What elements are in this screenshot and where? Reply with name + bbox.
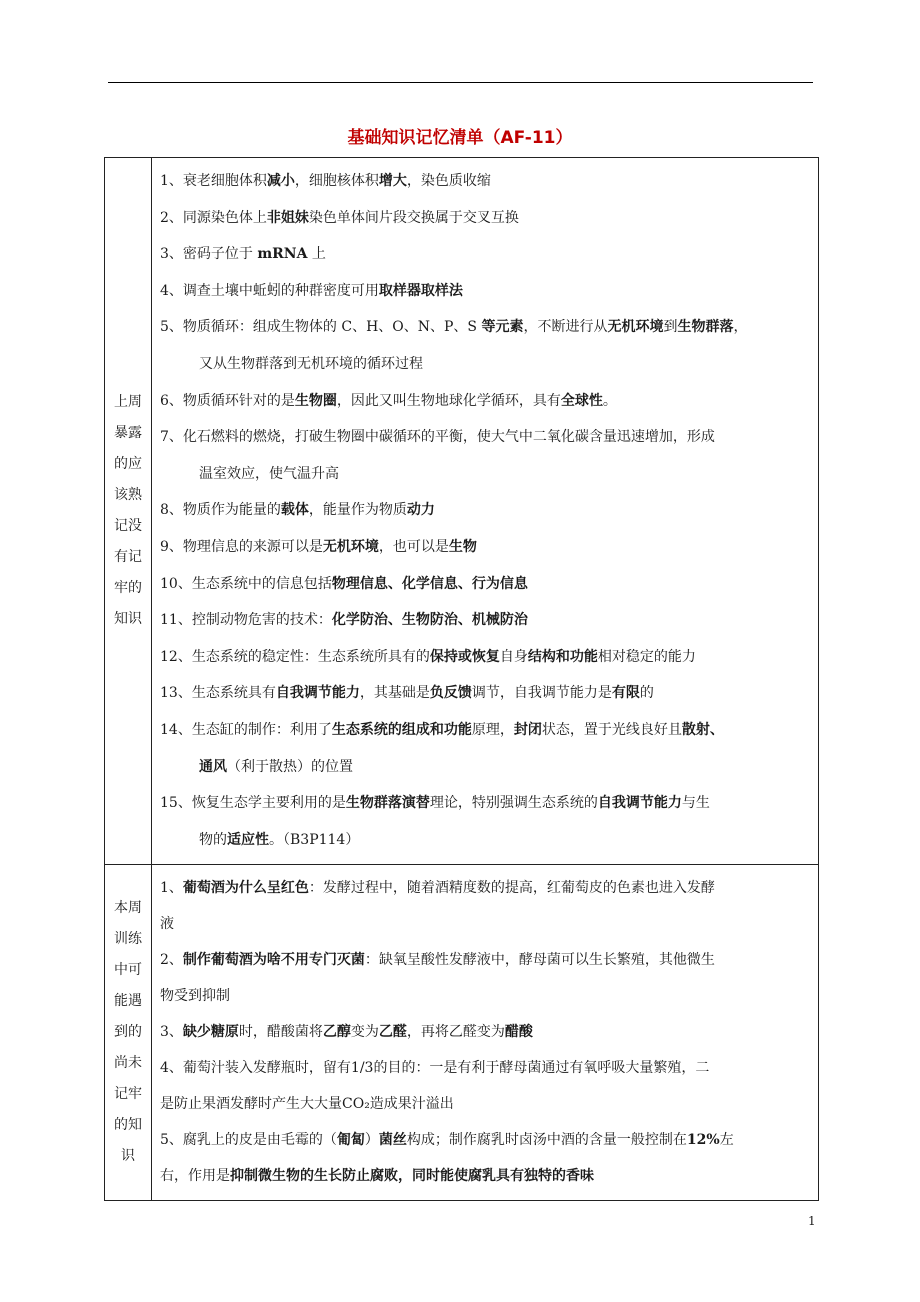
text-run: ，染色质收缩 — [406, 173, 491, 189]
bold-term: 缺少糖原 — [182, 1024, 239, 1041]
text-run: 。（B3P114） — [269, 831, 360, 848]
list-item — [160, 200, 810, 237]
text-run: ，能量作为物质 — [308, 502, 407, 519]
section-this-week — [105, 865, 819, 1201]
text-run: 上 — [307, 246, 326, 263]
text-run: 12、生态系统的稳定性：生态系统所具有的 — [160, 648, 430, 665]
list-item — [160, 529, 810, 566]
bold-term: 生物圈 — [294, 392, 337, 409]
list-item — [160, 675, 810, 712]
text-run: 4、调查土壤中蚯蚓的种群密度可用 — [160, 282, 379, 299]
list-item — [160, 870, 810, 906]
bold-term: 自我调节能力 — [275, 685, 360, 702]
text-run: ：发酵过程中，随着酒精度数的提高，红葡萄皮的色素也进入发酵 — [308, 880, 715, 897]
bold-term: 无机环境 — [322, 538, 379, 555]
text-run: 调节，自我调节能力是 — [471, 685, 612, 702]
bold-term: 生物群落演替 — [345, 795, 430, 812]
bold-term: 通风 — [199, 758, 227, 775]
text-run: 2、同源染色体上 — [160, 209, 267, 226]
bold-term: 无机环境 — [607, 319, 664, 336]
bold-term: 乙醛 — [378, 1024, 407, 1041]
text-run: 3、 — [160, 1024, 183, 1041]
text-run: 与生 — [681, 795, 710, 812]
text-run: 变为 — [350, 1024, 379, 1041]
text-run: ，也可以是 — [378, 538, 449, 555]
text-run: 10、生态系统中的信息包括 — [160, 575, 332, 592]
text-run: 6、物质循环针对的是 — [160, 392, 295, 409]
list-item — [160, 566, 810, 603]
header-rule — [108, 82, 813, 83]
list-item — [160, 419, 810, 456]
text-run: ，再将乙醛变为 — [406, 1024, 505, 1041]
text-run: 。 — [602, 392, 617, 409]
list-item — [160, 1086, 810, 1122]
bold-term: 载体 — [280, 502, 309, 519]
text-run: ，细胞核体积 — [294, 173, 379, 189]
list-item — [160, 942, 810, 978]
bold-term: 自我调节能力 — [597, 795, 682, 812]
text-run: 的 — [639, 685, 654, 702]
text-run: 13、生态系统具有 — [160, 685, 276, 702]
text-run: 原理， — [471, 721, 514, 738]
list-item — [160, 346, 810, 383]
text-run: 左 — [719, 1132, 734, 1149]
bold-term: 制作葡萄酒为啥不用专门灭菌 — [182, 952, 365, 969]
section-label: 上周暴露的应该熟记没有记牢的知识 — [114, 394, 142, 628]
text-run: 是防止果酒发酵时产生大大量CO₂造成果汁溢出 — [160, 1096, 454, 1113]
text-run: 染色单体间片段交换属于交叉互换 — [308, 209, 519, 226]
bold-term: 非姐妹 — [266, 209, 309, 226]
text-run: 11、控制动物危害的技术： — [160, 612, 332, 629]
text-run: 物的 — [199, 831, 227, 848]
text-run: ，其基础是 — [359, 685, 430, 702]
text-run: 又从生物群落到无机环境的循环过程 — [199, 355, 423, 372]
text-run: 1、 — [160, 880, 183, 897]
list-item — [160, 1122, 810, 1158]
bold-term: 12% — [686, 1132, 720, 1149]
text-run: 2、 — [160, 952, 183, 969]
text-run: ，因此又叫生物地球化学循环，具有 — [336, 392, 561, 409]
text-run: 3、密码子位于 — [160, 246, 258, 263]
bold-term: 散射、 — [681, 721, 724, 738]
text-run: 时，醋酸菌将 — [238, 1024, 323, 1041]
list-item — [160, 906, 810, 942]
text-run: 相对稳定的能力 — [597, 648, 696, 665]
bold-term: 全球性 — [560, 392, 603, 409]
list-item — [160, 383, 810, 420]
list-item — [160, 1014, 810, 1050]
text-run: 7、化石燃料的燃烧，打破生物圈中碳循环的平衡，使大气中二氧化碳含量迅速增加，形成 — [160, 429, 715, 446]
text-run: 物受到抑制 — [160, 988, 230, 1005]
list-item — [160, 639, 810, 676]
list-item — [160, 163, 810, 200]
knowledge-table — [104, 157, 819, 1201]
text-run: ， — [733, 319, 748, 336]
list-item — [160, 492, 810, 529]
bold-term: 封闭 — [513, 721, 542, 738]
text-run: 自身 — [499, 648, 528, 665]
text-run: 5、腐乳上的皮是由毛霉的（ — [160, 1132, 337, 1149]
section-content — [152, 865, 819, 1201]
bold-term: 生物群落 — [677, 319, 734, 336]
list-item — [160, 236, 810, 273]
bold-term: 动力 — [406, 502, 435, 519]
bold-term: 菌丝 — [378, 1132, 407, 1149]
section-label-cell — [105, 865, 152, 1201]
list-item — [160, 749, 810, 786]
bold-term: 等元素 — [481, 319, 524, 336]
list-item — [160, 309, 810, 346]
bold-term: 取样器取样法 — [378, 282, 463, 299]
section-last-week — [105, 158, 819, 865]
item-list — [160, 870, 810, 1194]
text-run: 状态，置于光线良好且 — [541, 721, 682, 738]
bold-term: 化学防治、生物防治、机械防治 — [331, 612, 528, 629]
list-item — [160, 822, 810, 859]
text-run: 15、恢复生态学主要利用的是 — [160, 795, 346, 812]
text-run: 9、物理信息的来源可以是 — [160, 538, 323, 555]
list-item — [160, 785, 810, 822]
bold-term: 适应性 — [227, 831, 269, 848]
list-item — [160, 712, 810, 749]
page-number: 1 — [808, 1214, 816, 1228]
text-run: 到 — [663, 319, 678, 336]
text-run: 5、物质循环：组成生物体的 C、H、O、N、P、S — [160, 319, 482, 336]
list-item — [160, 1050, 810, 1086]
list-item — [160, 456, 810, 493]
document-title: 基础知识记忆清单（AF-11） — [347, 128, 573, 148]
text-run: 理论，特别强调生态系统的 — [429, 795, 598, 812]
bold-term: 物理信息、化学信息、行为信息 — [331, 575, 528, 592]
bold-term: 保持或恢复 — [429, 648, 500, 665]
text-run: ，不断进行从 — [523, 319, 608, 336]
section-label: 本周训练中可能遇到的尚未记牢的知识 — [114, 900, 142, 1165]
list-item — [160, 602, 810, 639]
bold-term: 匍匐 — [336, 1132, 365, 1149]
bold-term: 乙醇 — [322, 1024, 351, 1041]
text-run: ：缺氧呈酸性发酵液中，酵母菌可以生长繁殖，其他微生 — [364, 952, 715, 969]
text-run: 1、衰老细胞体积 — [160, 173, 267, 189]
bold-term: 葡萄酒为什么呈红色 — [182, 880, 309, 897]
text-run: 4、葡萄汁装入发酵瓶时，留有1/3的目的：一是有利于酵母菌通过有氧呼吸大量繁殖，二 — [160, 1060, 710, 1077]
text-run: ） — [364, 1132, 379, 1149]
bold-term: 醋酸 — [504, 1024, 533, 1041]
bold-term: 结构和功能 — [527, 648, 598, 665]
text-run: 右，作用是 — [160, 1168, 230, 1185]
text-run: 液 — [160, 916, 174, 933]
bold-term: mRNA — [257, 246, 308, 263]
text-run: 8、物质作为能量的 — [160, 502, 281, 519]
bold-term: 增大 — [378, 173, 407, 189]
section-content — [152, 158, 819, 865]
text-run: 构成；制作腐乳时卤汤中酒的含量一般控制在 — [406, 1132, 687, 1149]
list-item — [160, 978, 810, 1014]
list-item — [160, 273, 810, 310]
bold-term: 负反馈 — [429, 685, 472, 702]
bold-term: 生物 — [448, 538, 477, 555]
list-item — [160, 1158, 810, 1194]
bold-term: 有限 — [611, 685, 640, 702]
item-list — [160, 163, 810, 858]
bold-term: 抑制微生物的生长防止腐败，同时能使腐乳具有独特的香味 — [230, 1168, 594, 1185]
bold-term: 生态系统的组成和功能 — [331, 721, 472, 738]
text-run: 温室效应，使气温升高 — [199, 465, 339, 482]
bold-term: 减小 — [266, 173, 295, 189]
text-run: 14、生态缸的制作：利用了 — [160, 721, 332, 738]
text-run: （利于散热）的位置 — [227, 758, 353, 775]
section-label-cell — [105, 158, 152, 865]
